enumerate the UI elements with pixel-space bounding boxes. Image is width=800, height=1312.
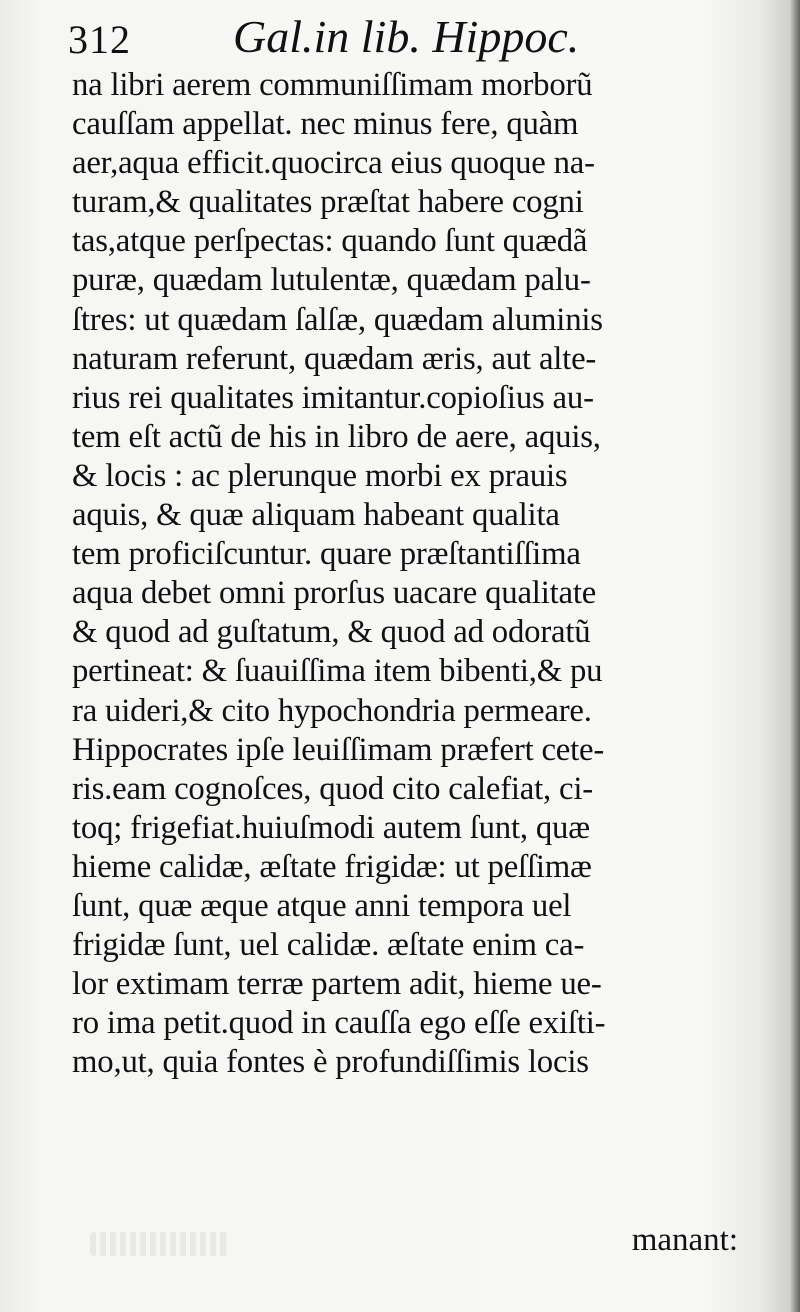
text-line: rius rei qualitates imitantur.copioſius au- <box>72 379 594 416</box>
page-number: 312 <box>68 17 131 62</box>
text-line: tem eſt actũ de his in libro de aere, aquis, <box>72 418 601 455</box>
text-line: ro ima petit.quod in cauſſa ego eſſe exiſti- <box>72 1005 606 1042</box>
text-line: tem proficiſcuntur. quare præſtantiſſima <box>72 536 581 573</box>
text-line: & quod ad guſtatum, & quod ad odoratũ <box>72 614 591 651</box>
running-head: Gal.in lib. Hippoc. <box>233 11 580 62</box>
text-line: ſunt, quæ æque atque anni tempora uel <box>72 887 572 924</box>
show-through-smudge <box>90 1232 230 1256</box>
text-line: aqua debet omni prorſus uacare qualitate <box>72 575 597 612</box>
text-line: pertineat: & ſuauiſſima item bibenti,& pu <box>72 653 603 690</box>
page-edge-shadow <box>790 0 800 1312</box>
text-line: & locis : ac plerunque morbi ex prauis <box>72 457 568 494</box>
text-line: na libri aerem communiſſimam morborũ <box>72 67 593 103</box>
body-text <box>72 66 742 1082</box>
text-line: lor extimam terræ partem adit, hieme ue- <box>72 966 602 1003</box>
page-header <box>68 10 708 70</box>
text-line: puræ, quædam lutulentæ, quædam palu- <box>72 262 591 299</box>
text-line: tas,atque perſpectas: quando ſunt quædã <box>72 223 588 260</box>
text-line: ra uideri,& cito hypochondria permeare. <box>72 692 592 729</box>
text-line: ſtres: ut quædam ſalſæ, quædam aluminis <box>72 301 603 338</box>
text-line: cauſſam appellat. nec minus fere, quàm <box>72 106 579 143</box>
text-line: mo,ut, quia fontes è profundiſſimis locis <box>72 1044 589 1081</box>
text-line: frigidæ ſunt, uel calidæ. æſtate enim ca- <box>72 927 585 964</box>
text-line: turam,& qualitates præſtat habere cogni <box>72 184 584 221</box>
text-line: Hippocrates ipſe leuiſſimam præfert cete- <box>72 731 605 768</box>
catchword: manant: <box>631 1222 738 1258</box>
text-line: aer,aqua efficit.quocirca eius quoque na- <box>72 145 595 182</box>
text-line: aquis, & quæ aliquam habeant qualita <box>72 497 560 534</box>
text-line: naturam referunt, quædam æris, aut alte- <box>72 340 597 377</box>
text-line: ris.eam cognoſces, quod cito calefiat, ci- <box>72 770 593 807</box>
text-line: toq; frigefiat.huiuſmodi autem ſunt, quæ <box>72 809 590 846</box>
text-line: hieme calidæ, æſtate frigidæ: ut peſſimæ <box>72 848 592 885</box>
